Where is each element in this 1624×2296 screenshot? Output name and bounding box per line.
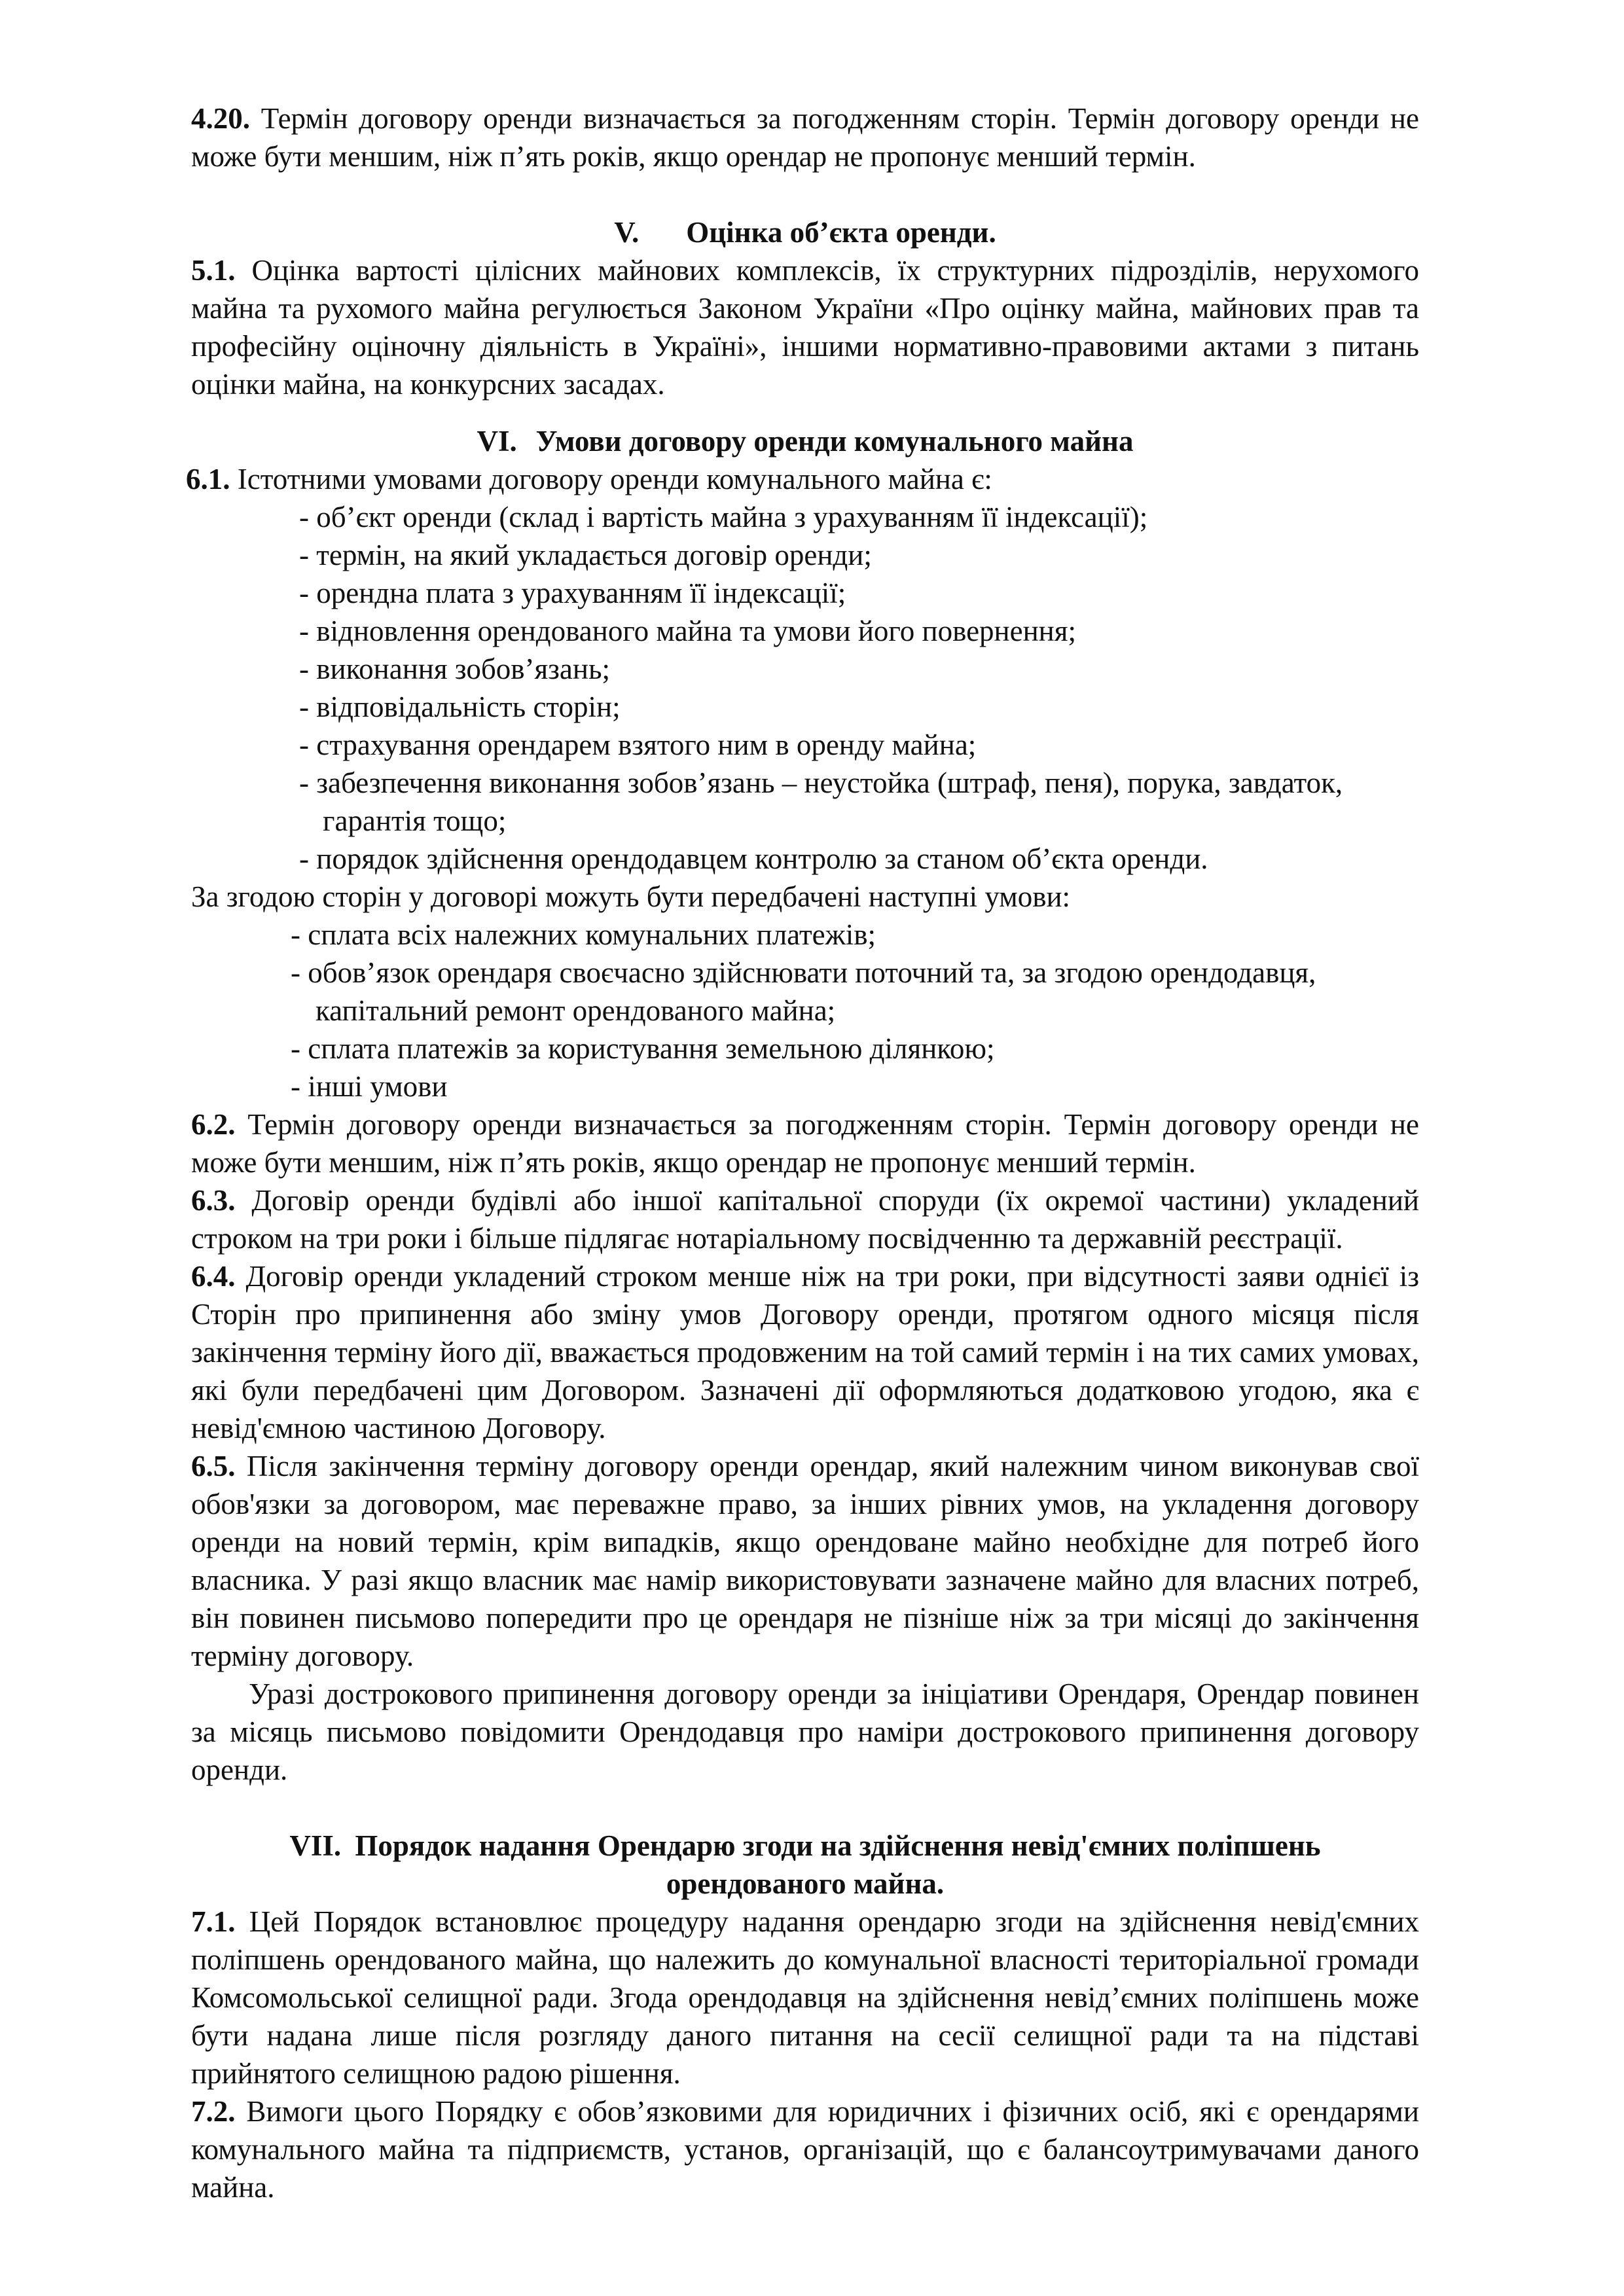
paragraph-text: Цей Порядок встановлює процедуру надання орендарю згоди на здійснення невід'ємних поліпшень орендованого майна, що належить до комунальної власності територіальної громади Комсомольської селищної ради. Згода орендодавця на здійснення невід’ємних поліпшень може бути надана лише після розгляду даного питання на сесії селищної ради та на підставі прийнятого селищною радою рішення. — [191, 1905, 1419, 2090]
paragraph-text: Договір оренди укладений строком менше ніж на три роки, при відсутності заяви однієї із Сторін про припинення або зміну умов Договору оренди, протягом одного місяця після закінчення терміну його дії, вважається продовженим на той самий термін і на тих самих умовах, які були передбачені цим Договором. Зазначені дії оформляються додатковою угодою, яка є невід'ємною частиною Договору. — [191, 1260, 1419, 1444]
section-roman-numeral: V. — [614, 216, 640, 249]
list-item: - сплата всіх належних комунальних платежів; — [291, 918, 876, 951]
list-item: - відновлення орендованого майна та умови його повернення; — [299, 615, 1076, 647]
paragraph-number: 6.4. — [191, 1260, 236, 1293]
paragraph-6-4 — [191, 1257, 1419, 1447]
spacer — [191, 1789, 1419, 1827]
list-item-continuation: капітальний ремонт орендованого майна; — [316, 994, 836, 1027]
list-item: - орендна плата з урахуванням її індексації; — [299, 577, 846, 609]
paragraph-7-2 — [191, 2092, 1419, 2206]
document-page — [186, 99, 1419, 2206]
paragraph-text: Договір оренди будівлі або іншої капітальної споруди (їх окремої частини) укладений строком на три роки і більше підлягає нотаріальному посвідченню та державній реєстрації. — [191, 1184, 1419, 1255]
list-item — [191, 954, 1419, 1030]
paragraph-text: Після закінчення терміну договору оренди орендар, який належним чином виконував свої обов'язки за договором, має переважне право, за інших рівних умов, на укладення договору оренди на новий термін, крім випадків, якщо орендоване майно необхідне для потреб його власника. У разі якщо власник має намір використовувати зазначене майно для власних потреб, він повинен письмово попередити про це орендаря не пізніше ніж за три місяці до закінчення терміну договору. — [191, 1450, 1419, 1672]
list-item — [191, 764, 1419, 840]
section-roman-numeral: VII. — [289, 1829, 342, 1862]
paragraph-6-3 — [191, 1181, 1419, 1257]
paragraph-text: Оцінка вартості цілісних майнових комплексів, їх структурних підрозділів, нерухомого майна та рухомого майна регулюється Законом України «Про оцінку майна, майнових прав та професійну оціночну діяльність в Україні», іншими нормативно-правовими актами з питань оцінки майна, на конкурсних засадах. — [191, 254, 1419, 401]
list-item-text: - обов’язок орендаря своєчасно здійснювати поточний та, за згодою орендодавця, — [291, 956, 1316, 989]
section-title-line-1: Порядок надання Орендарю згоди на здійснення невід'ємних поліпшень — [355, 1829, 1321, 1862]
section-7-heading — [191, 1827, 1419, 1903]
paragraph-number: 5.1. — [191, 254, 236, 287]
spacer — [191, 403, 1419, 422]
section-title: Умови договору оренди комунального майна — [535, 425, 1134, 457]
paragraph-number: 7.1. — [191, 1905, 236, 1938]
paragraph-number: 6.1. — [186, 463, 230, 495]
list-item-text: - забезпечення виконання зобов’язань – неустойка (штраф, пеня), порука, завдаток, — [299, 766, 1343, 799]
paragraph-5-1 — [191, 251, 1419, 403]
section-5-heading — [191, 213, 1419, 251]
list-item: - об’єкт оренди (склад і вартість майна з урахуванням її індексації); — [299, 501, 1148, 533]
list-item: - термін, на який укладається договір оренди; — [299, 539, 872, 571]
paragraph-4-20 — [191, 99, 1419, 175]
paragraph-early-termination: Уразі дострокового припинення договору оренди за ініціативи Орендаря, Орендар повинен за місяць письмово повідомити Орендодавця про наміри дострокового припинення договору оренди. — [191, 1677, 1419, 1786]
list-item: - інші умови — [291, 1070, 448, 1103]
list-item-continuation: гарантія тощо; — [323, 804, 507, 837]
paragraph-number: 6.3. — [191, 1184, 236, 1217]
section-title: Оцінка об’єкта оренди. — [686, 216, 996, 249]
list-item: - сплата платежів за користування земельною ділянкою; — [291, 1032, 995, 1065]
optional-conditions-intro: За згодою сторін у договорі можуть бути передбачені наступні умови: — [191, 880, 1071, 913]
paragraph-number: 6.5. — [191, 1450, 236, 1482]
section-6-heading — [191, 422, 1419, 460]
paragraph-text: Термін договору оренди визначається за погодженням сторін. Термін договору оренди не може бути меншим, ніж п’ять років, якщо орендар не пропонує менший термін. — [191, 1108, 1419, 1179]
paragraph-number: 4.20. — [191, 102, 250, 135]
paragraph-text: Термін договору оренди визначається за погодженням сторін. Термін договору оренди не може бути меншим, ніж п’ять років, якщо орендар не пропонує менший термін. — [191, 102, 1419, 173]
list-item: - відповідальність сторін; — [299, 691, 621, 723]
paragraph-number: 6.2. — [191, 1108, 236, 1141]
paragraph-6-1 — [186, 460, 1419, 498]
paragraph-text: Істотними умовами договору оренди комунального майна є: — [230, 463, 992, 495]
paragraph-number: 7.2. — [191, 2095, 236, 2128]
section-title-line-2: орендованого майна. — [666, 1867, 945, 1900]
list-item: - порядок здійснення орендодавцем контролю за станом об’єкта оренди. — [299, 842, 1208, 875]
spacer — [191, 175, 1419, 213]
paragraph-6-2 — [191, 1105, 1419, 1181]
list-item: - страхування орендарем взятого ним в оренду майна; — [299, 728, 977, 761]
section-roman-numeral: VI. — [477, 425, 517, 457]
list-item: - виконання зобов’язань; — [299, 653, 611, 685]
paragraph-6-5 — [191, 1447, 1419, 1675]
paragraph-text: Вимоги цього Порядку є обов’язковими для юридичних і фізичних осіб, які є орендарями комунального майна та підприємств, установ, організацій, що є балансоутримувачами даного майна. — [191, 2095, 1419, 2204]
paragraph-7-1 — [191, 1903, 1419, 2092]
